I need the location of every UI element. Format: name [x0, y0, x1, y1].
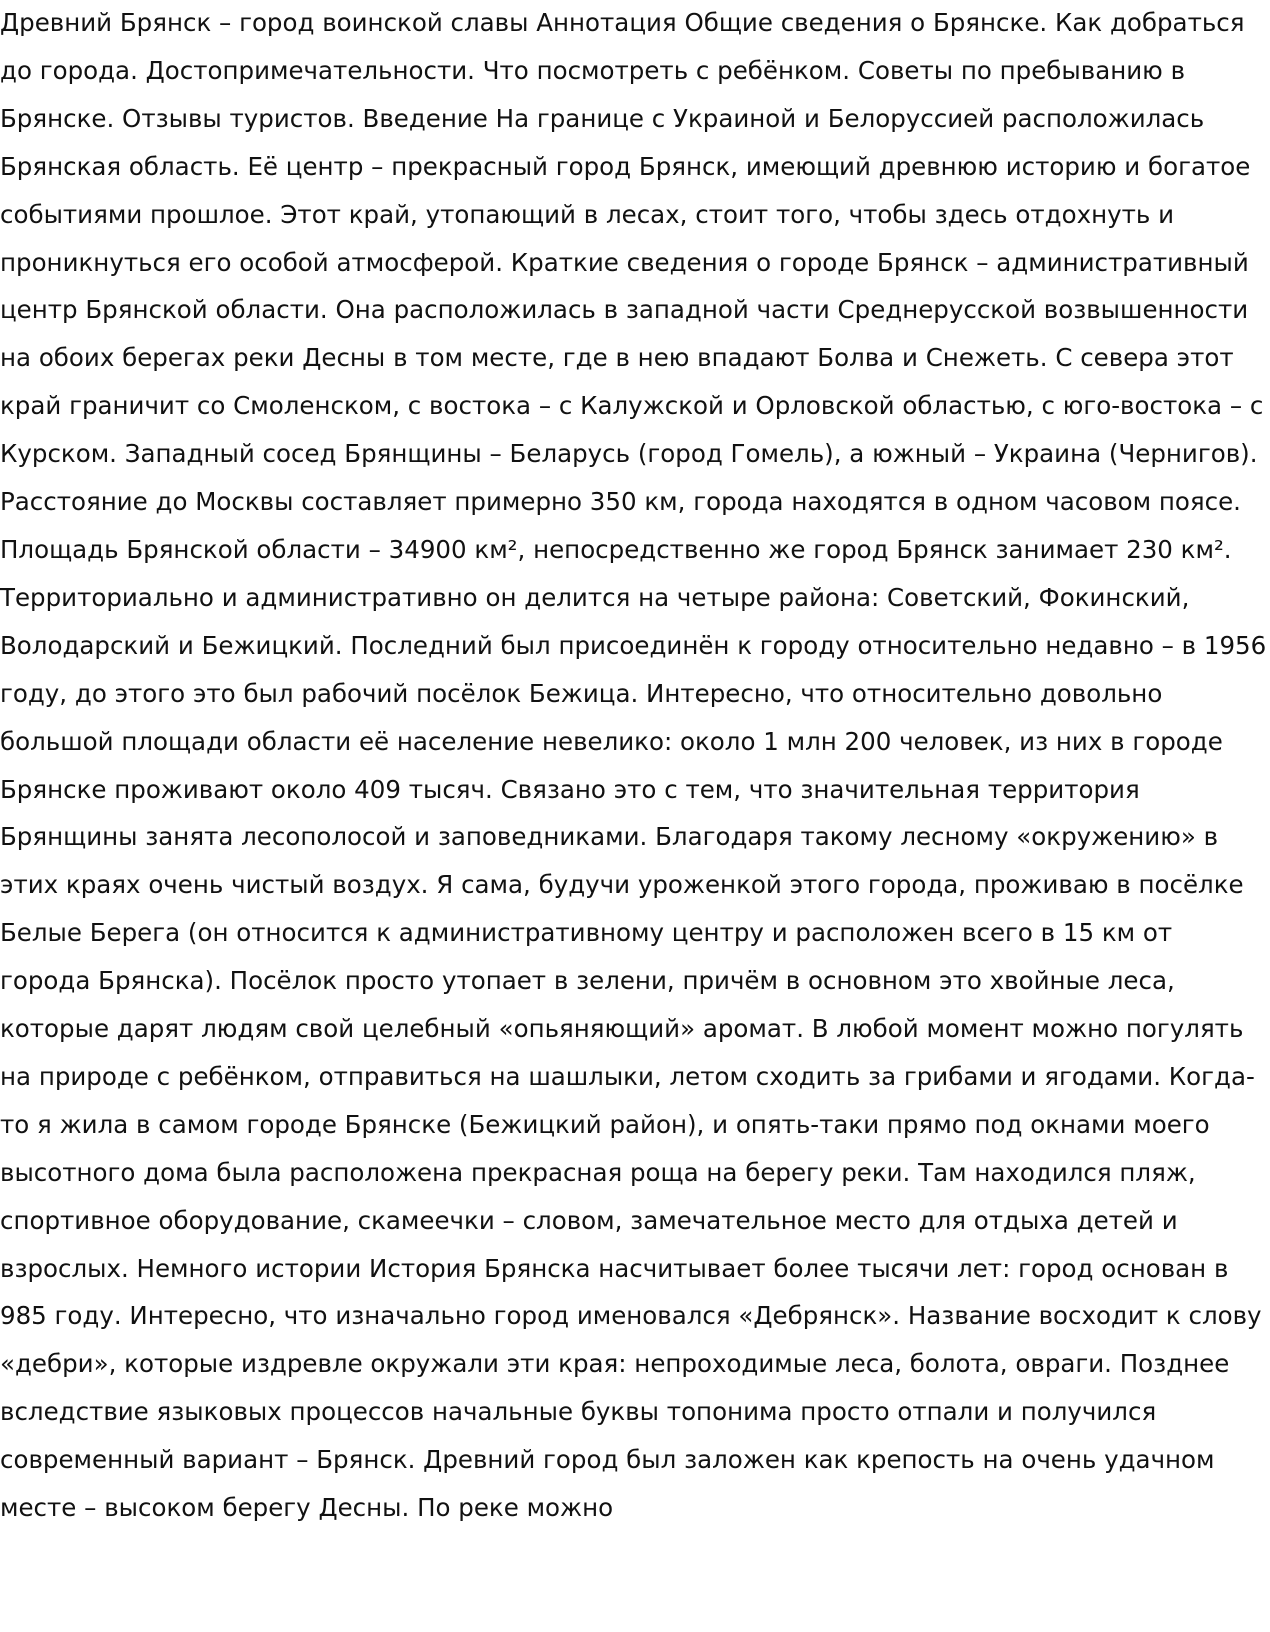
document-body-text: Древний Брянск – город воинской славы Аннотация Общие сведения о Брянске. Как добраться до города. Достопримечательности. Что посмотреть с ребёнком. Советы по пребыванию в Брянске. Отзывы туристов. Введение На границе с Украиной и Белоруссией расположилась Брянская область. Её центр – прекрасный город Брянск, имеющий древнюю историю и богатое событиями прошлое. Этот край, утопающий в лесах, стоит того, чтобы здесь отдохнуть и проникнуться его особой атмосферой. Краткие сведения о городе Брянск – административный центр Брянской области. Она расположилась в западной части Среднерусской возвышенности на обоих берегах реки Десны в том месте, где в нею впадают Болва и Снежеть. С севера этот край граничит со Смоленском, с востока – с Калужской и Орловской областью, с юго-востока – с Курском. Западный сосед Брянщины – Беларусь (город Гомель), а южный – Украина (Чернигов). Расстояние до Москвы составляет примерно 350 км, города находятся в одном часовом поясе. Площадь Брянской области – 34900 км², непосредственно же город Брянск занимает 230 км². Территориально и административно он делится на четыре района: Советский, Фокинский, Володарский и Бежицкий. Последний был присоединён к городу относительно недавно – в 1956 году, до этого это был рабочий посёлок Бежица. Интересно, что относительно довольно большой площади области её население невелико: около 1 млн 200 человек, из них в городе Брянске проживают около 409 тысяч. Связано это с тем, что значительная территория Брянщины занята лесополосой и заповедниками. Благодаря такому лесному «окружению» в этих краях очень чистый воздух. Я сама, будучи уроженкой этого города, проживаю в посёлке Белые Берега (он относится к административному центру и расположен всего в 15 км от города Брянска). Посёлок просто утопает в зелени, причём в основном это хвойные леса, которые дарят людям свой целебный «опьяняющий» аромат. В любой момент можно погулять на природе с ребёнком, отправиться на шашлыки, летом сходить за грибами и ягодами. Когда-то я жила в самом городе Брянске (Бежицкий район), и опять-таки прямо под окнами моего высотного дома была расположена прекрасная роща на берегу реки. Там находился пляж, спортивное оборудование, скамеечки – словом, замечательное место для отдыха детей и взрослых. Немного истории История Брянска насчитывает более тысячи лет: город основан в 985 году. Интересно, что изначально город именовался «Дебрянск». Название восходит к слову «дебри», которые издревле окружали эти края: непроходимые леса, болота, овраги. Позднее вследствие языковых процессов начальные буквы топонима просто отпали и получился современный вариант – Брянск. Древний город был заложен как крепость на очень удачном месте – высоком берегу Десны. По реке можно	[0, 8, 1267, 1523]
